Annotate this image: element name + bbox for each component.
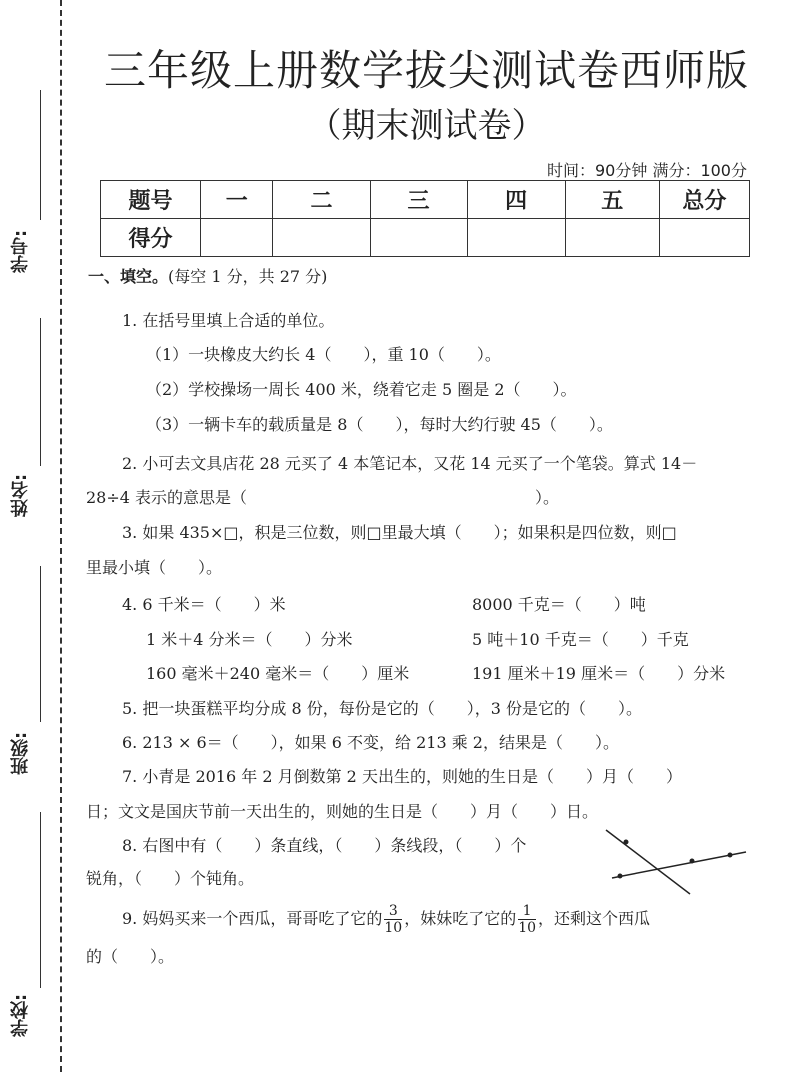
- fraction-numerator: 1: [518, 903, 536, 920]
- name-label: 姓名:: [10, 473, 31, 517]
- student-id-blank[interactable]: [40, 90, 41, 220]
- figure-point: [618, 874, 623, 879]
- header-cell-total: 总分: [659, 181, 749, 219]
- question-1-3: （3）一辆卡车的载质量是 8（ ），每时大约行驶 45（ ）。: [146, 415, 613, 434]
- class-label: 班级:: [10, 731, 31, 775]
- question-4-item-6: 191 厘米＋19 厘米＝（ ）分米: [472, 664, 726, 683]
- question-8-line-1: 8. 右图中有（ ）条直线，（ ）条线段，（ ）个: [122, 836, 527, 855]
- question-4-item-4: 5 吨＋10 千克＝（ ）千克: [472, 630, 689, 649]
- header-cell-2: 二: [273, 181, 370, 219]
- page-subtitle: （期末测试卷）: [307, 106, 546, 146]
- page-title: 三年级上册数学拔尖测试卷西师版: [103, 46, 749, 95]
- header-cell-question-no: 题号: [101, 181, 201, 219]
- figure-line-diagonal: [606, 830, 690, 894]
- question-7-line-2: 日；文文是国庆节前一天出生的，则她的生日是（ ）月（ ）日。: [86, 802, 599, 821]
- fraction-numerator: 3: [384, 903, 402, 920]
- school-blank[interactable]: [40, 812, 41, 988]
- question-9-text-mid: ，妹妹吃了它的: [404, 909, 517, 928]
- section-1-title: 一、填空。: [88, 267, 169, 286]
- figure-point: [624, 840, 629, 845]
- question-7-line-1: 7. 小青是 2016 年 2 月倒数第 2 天出生的，则她的生日是（ ）月（ ）: [122, 767, 682, 786]
- question-1-1: （1）一块橡皮大约长 4（ ），重 10（ ）。: [146, 345, 501, 364]
- figure-point: [728, 853, 733, 858]
- question-4-item-2: 8000 千克＝（ ）吨: [472, 595, 646, 614]
- student-id-label: 学号:: [10, 229, 31, 273]
- question-2-line-1: 2. 小可去文具店花 28 元买了 4 本笔记本，又花 14 元买了一个笔袋。算式 14－: [122, 454, 698, 473]
- lines-figure: [600, 828, 750, 900]
- time-score-info: 时间：90分钟 满分：100分: [547, 161, 747, 180]
- header-cell-3: 三: [370, 181, 467, 219]
- score-table-header-row: [101, 181, 750, 219]
- header-cell-4: 四: [467, 181, 565, 219]
- question-4-item-5: 160 毫米＋240 毫米＝（ ）厘米: [146, 664, 410, 683]
- score-cell[interactable]: [370, 219, 467, 257]
- question-2-line-2: 28÷4 表示的意思是（ ）。: [86, 488, 560, 507]
- figure-line-horizontal: [612, 852, 746, 878]
- question-3-line-2: 里最小填（ ）。: [86, 558, 223, 577]
- question-9-line-1: [122, 900, 650, 938]
- score-cell[interactable]: [565, 219, 659, 257]
- question-6: 6. 213 × 6＝（ ），如果 6 不变，给 213 乘 2，结果是（ ）。: [122, 733, 619, 752]
- question-4-item-1: 4. 6 千米＝（ ）米: [122, 595, 286, 614]
- fraction-denominator: 10: [518, 920, 537, 936]
- score-table: [100, 180, 750, 257]
- score-cell[interactable]: [201, 219, 273, 257]
- question-5: 5. 把一块蛋糕平均分成 8 份，每份是它的（ ），3 份是它的（ ）。: [122, 699, 642, 718]
- school-label: 学校:: [10, 993, 31, 1037]
- score-cell[interactable]: [659, 219, 749, 257]
- header-cell-5: 五: [565, 181, 659, 219]
- fraction-denominator: 10: [384, 920, 403, 936]
- score-cell[interactable]: [273, 219, 370, 257]
- question-1-2: （2）学校操场一周长 400 米，绕着它走 5 圈是 2（ ）。: [146, 380, 577, 399]
- class-blank[interactable]: [40, 566, 41, 722]
- question-8-line-2: 锐角，（ ）个钝角。: [86, 869, 255, 888]
- name-blank[interactable]: [40, 318, 41, 466]
- question-3-line-1: 3. 如果 435×□，积是三位数，则□里最大填（ ）；如果积是四位数，则□: [122, 523, 677, 542]
- figure-point: [690, 859, 695, 864]
- question-1: 1. 在括号里填上合适的单位。: [122, 311, 335, 330]
- fraction-three-tenths: [384, 903, 402, 936]
- header-cell-1: 一: [201, 181, 273, 219]
- question-9-text-post: ，还剩这个西瓜: [538, 909, 651, 928]
- section-1-note: (每空 1 分，共 27 分): [168, 267, 328, 286]
- fraction-one-tenth: [518, 903, 536, 936]
- section-1-heading: [88, 264, 327, 287]
- score-table-score-row: [101, 219, 750, 257]
- question-4-item-3: 1 米＋4 分米＝（ ）分米: [146, 630, 353, 649]
- row-label-score: 得分: [101, 219, 201, 257]
- question-9-text-pre: 9. 妈妈买来一个西瓜，哥哥吃了它的: [122, 909, 383, 928]
- binding-dashed-line: [60, 0, 62, 1072]
- question-9-line-2: 的（ ）。: [86, 947, 175, 966]
- score-cell[interactable]: [467, 219, 565, 257]
